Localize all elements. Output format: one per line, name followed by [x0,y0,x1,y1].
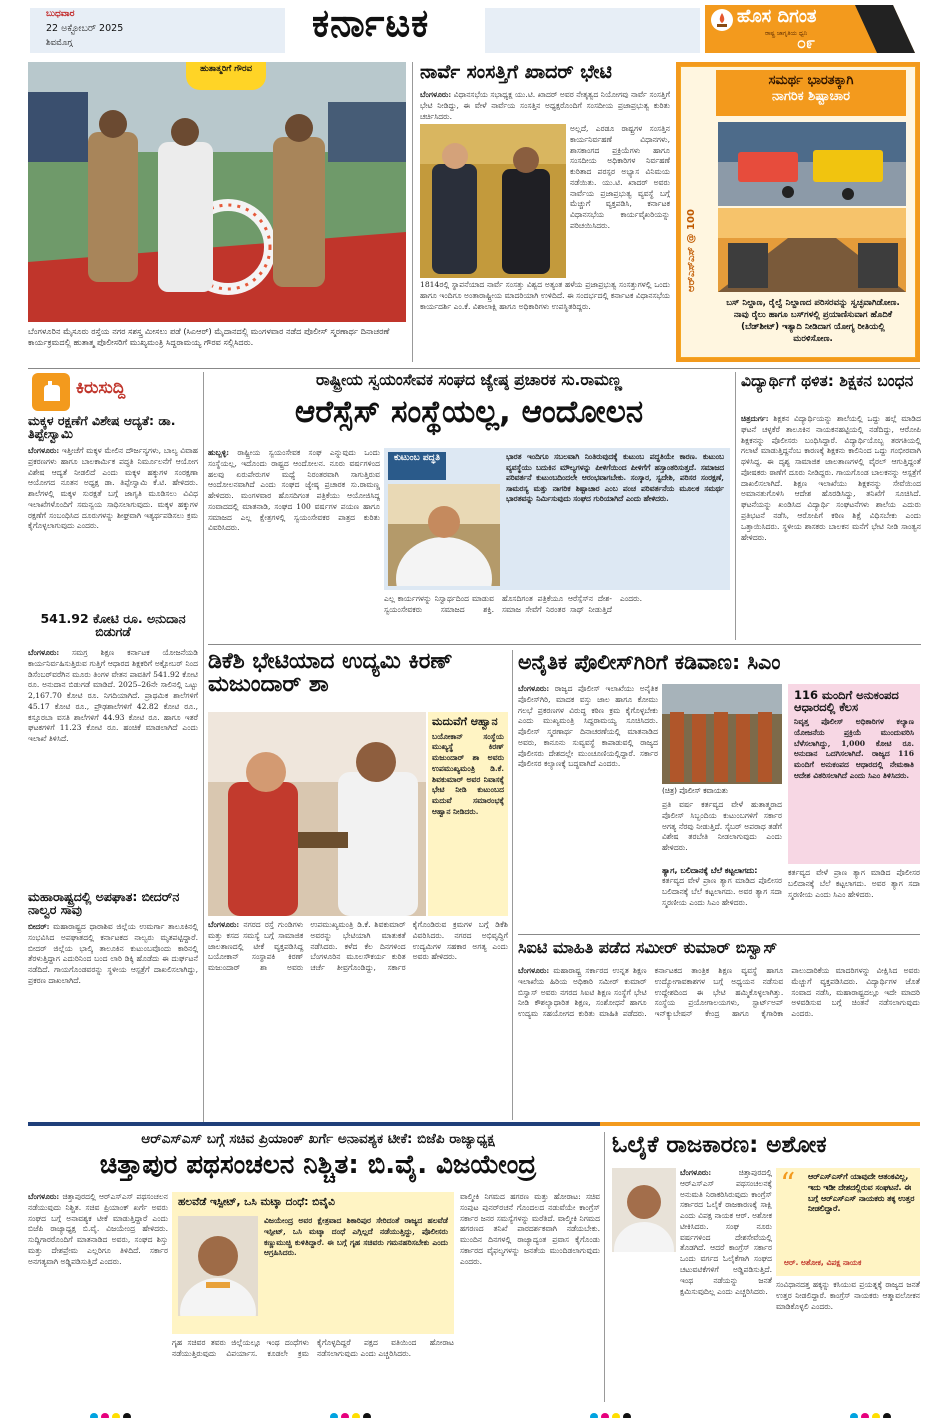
cid-dateline: ಬೆಂಗಳೂರು: [518,966,550,975]
brief1-body [28,446,198,610]
brief3-headline: ಮಹಾರಾಷ್ಟ್ರದಲ್ಲಿ ಅಪಘಾತ: ಬೀದರ್‌ನ ನಾಲ್ವರ ಸಾವು [28,889,180,918]
police-box-head: 116 ಮಂದಿಗೆ ಅನುಕಂಪದ ಆಧಾರದಲ್ಲಿ ಕೆಲಸ [794,688,899,715]
vijayendra-photo [178,1216,258,1316]
ashoka-text: ಚಿತ್ತಾಪುರದಲ್ಲಿ ಆರ್‌ಎಸ್‌ಎಸ್ ಪಥಸಂಚಲನಕ್ಕೆ ಅನುಮತಿ ನಿರಾಕರಿಸಿರುವುದು ಕಾಂಗ್ರೆಸ್ ಸರ್ಕಾರದ ಓಲೈಕೆ ರಾಜಕಾರಣಕ್ಕೆ ಸಾಕ್ಷಿ ಎಂದು ವಿಪಕ್ಷ ನಾಯಕ ಆರ್. ಅಶೋಕ ಟೀಕಿಸಿದರು. ಸಂಘ ನೂರು ವರ್ಷಗಳಿಂದ ದೇಶಸೇವೆಯಲ್ಲಿ ತೊಡಗಿದೆ. ಆದರೆ ಕಾಂಗ್ರೆಸ್ ಸರ್ಕಾರ ಒಂದು ವರ್ಗದ ಓಲೈಕೆಗಾಗಿ ಸಂಘದ ಚಟುವಟಿಕೆಗಳಿಗೆ ಅಡ್ಡಿಪಡಿಸುತ್ತಿದೆ. ಇಂಥ ನಡೆಯನ್ನು ಜನತೆ ಕ್ಷಮಿಸುವುದಿಲ್ಲ ಎಂದು ಎಚ್ಚರಿಸಿದರು. [680,1168,772,1296]
rss-col-a [208,448,380,638]
ramanna-photo [388,484,500,586]
civic-ad [676,62,920,362]
issue-day: ಬುಧವಾರ [46,9,75,19]
masthead-right-band [485,8,700,53]
norway-intro-text: ವಿಧಾನಸಭೆಯ ಸಭಾಧ್ಯಕ್ಷ ಯು.ಟಿ. ಖಾದರ್ ಅವರ ನೇತೃತ್ವದ ನಿಯೋಗವು ನಾರ್ವೆ ಸಂಸತ್ತಿಗೆ ಭೇಟಿ ನೀಡಿದ್ದು, ಈ ವೇಳೆ ನಾರ್ವೆಯ ಸಂಸತ್ತಿನ ಅಧ್ಯಕ್ಷರೊಂದಿಗೆ ಸಂಸದೀಯ ಪ್ರಜಾಪ್ರಭುತ್ವ ಕುರಿತು ಚರ್ಚಿಸಿದರು. [420,90,670,121]
vijayendra-col-c: ವಾಲ್ಮೀಕಿ ನಿಗಮದ ಹಗರಣ ಮತ್ತು ಹೋರಾಟ: ಸಚಿವ ಸಂಪುಟ ಪುನರ್‌ರಚನೆ ಗೊಂದಲದ ನಡುವೆಯೇ ಕಾಂಗ್ರೆಸ್ ಸರ್ಕಾರ ಜನರ ಸಮಸ್ಯೆಗಳನ್ನು ಮರೆತಿದೆ. ವಾಲ್ಮೀಕಿ ನಿಗಮದ ಹಗರಣದ ತನಿಖೆ ಪಾರದರ್ಶಕವಾಗಿ ನಡೆಯಬೇಕು. ಮುಂದಿನ ದಿನಗಳಲ್ಲಿ ರಾಜ್ಯಾದ್ಯಂತ ಪ್ರವಾಸ ಕೈಗೊಂಡು ಸರ್ಕಾರದ ವೈಫಲ್ಯಗಳನ್ನು ಜನತೆಯ ಮುಂದಿಡಲಾಗುವುದು ಎಂದರು. [460,1192,600,1266]
dkshi-headline: ಡಿಕೆಶಿ ಭೇಟಿಯಾದ ಉದ್ಯಮಿ ಕಿರಣ್ ಮಜುಂದಾರ್ ಶಾ [208,649,453,698]
police-sub-body: ಕರ್ತವ್ಯದ ವೇಳೆ ಪ್ರಾಣ ತ್ಯಾಗ ಮಾಡಿದ ಪೊಲೀಸರ ಬಲಿದಾನಕ್ಕೆ ಬೆಲೆ ಕಟ್ಟಲಾಗದು. ಅವರ ತ್ಯಾಗ ಸದಾ ಸ್ಮರಣೀಯ ಎಂದು ಸಿಎಂ ಹೇಳಿದರು. [662,876,782,907]
vijayendra-headline: ಚಿತ್ತಾಪುರ ಪಥಸಂಚಲನ ನಿಶ್ಚಿತ: ಬಿ.ವೈ. ವಿಜಯೇಂದ್ರ [99,1150,537,1180]
vijayendra-col-b: ಗೃಹ ಸಚಿವರ ತವರು ಜಿಲ್ಲೆಯಲ್ಲೂ ಇಂಥ ದಂಧೆಗಳು ನಡೆಯುತ್ತಿರುವುದು ವಿಪರ್ಯಾಸ. ಕೂಡಲೇ ಕ್ರಮ ಕೈಗೊಳ್ಳದಿದ್ದರೆ ಪಕ್ಷದ ವತಿಯಿಂದ ಹೋರಾಟ ನಡೆಸಲಾಗುವುದು ಎಂದು ಎಚ್ಚರಿಸಿದರು. [172,1338,454,1358]
rss-col-a-text: ರಾಷ್ಟ್ರೀಯ ಸ್ವಯಂಸೇವಕ ಸಂಘ ಎನ್ನುವುದು ಒಂದು ಸಂಸ್ಥೆಯಲ್ಲ, ಇದೊಂದು ರಾಷ್ಟ್ರದ ಆಂದೋಲನ. ನೂರು ವರ್ಷಗಳಿಂದ ಹಲವು ಏರುಪೇರುಗಳ ಮಧ್ಯೆ ನಿರಂತರವಾಗಿ ಸಾಗುತ್ತಿರುವ ಆಂದೋಲನವಾಗಿದೆ ಎಂದು ಸಂಘದ ಜ್ಯೇಷ್ಠ ಪ್ರಚಾರಕ ಸು.ರಾಮಣ್ಣ ಹೇಳಿದರು. ಮಂಗಳವಾರ ಹೊಸದಿಗಂತ ಪತ್ರಿಕೆಯು ಆಯೋಜಿಸಿದ್ದ ಸಂವಾದದಲ್ಲಿ ಮಾತನಾಡಿ, ಸಂಘದ 100 ವರ್ಷಗಳ ಪಯಣ ಹಾಗೂ ಸಮಾಜದ ಎಲ್ಲ ಕ್ಷೇತ್ರಗಳಲ್ಲಿ ಸ್ವಯಂಸೇವಕರ ಪಾತ್ರದ ಕುರಿತು ವಿವರಿಸಿದರು. [208,448,380,533]
ashoka-headline: ಓಲೈಕೆ ರಾಜಕಾರಣ: ಅಶೋಕ [612,1132,827,1158]
hand-icon [32,373,70,411]
dkshi-side-title: ಮದುವೆಗೆ ಆಹ್ವಾನ [432,715,498,728]
ad-side-label: ಆರ್‌ಎಸ್‌ಎಸ್ @ 100 [686,209,697,292]
vijayendra-col-a [28,1192,168,1402]
brief2-body [28,648,198,888]
issue-city: ಶಿವಮೊಗ್ಗ [46,38,73,48]
rss-col-b: ಎಲ್ಲ ಕಾರ್ಯಗಳನ್ನು ನಿಸ್ವಾರ್ಥದಿಂದ ಮಾಡುವ ಸ್ವಯಂಸೇವಕರು ಸಮಾಜದ ಶಕ್ತಿ. ಹೊಸದಿಗಂತ ಪತ್ರಿಕೆಯೂ ಆರೆಸ್ಸೆಸ್‌ನ ದೇಶ-ಸಮಾಜ ಸೇವೆಗೆ ನಿರಂತರ ಸಾಥ್ ನೀಡುತ್ತಿದೆ ಎಂದರು. [384,594,642,614]
norway-photo [420,124,566,278]
police-sub-head: ತ್ಯಾಗ, ಬಲಿದಾನಕ್ಕೆ ಬೆಲೆ ಕಟ್ಟಲಾಗದು: [662,866,758,875]
police-parade-photo [662,684,782,784]
police-body-b: ಪ್ರತಿ ವರ್ಷ ಕರ್ತವ್ಯದ ವೇಳೆ ಹುತಾತ್ಮರಾದ ಪೊಲೀಸ್ ಸಿಬ್ಬಂದಿಯ ಕುಟುಂಬಗಳಿಗೆ ಸರ್ಕಾರ ಅಗತ್ಯ ನೆರವು ನೀಡುತ್ತಿದೆ. ಸೈಬರ್ ಅಪರಾಧ ತಡೆಗೆ ವಿಶೇಷ ತರಬೇತಿ ನೀಡಲಾಗುವುದು ಎಂದು ಹೇಳಿದರು. [662,800,782,853]
brief3-text: ಮಹಾರಾಷ್ಟ್ರದ ಧಾರಾಶಿವ ಜಿಲ್ಲೆಯ ಉಮರ್ಗಾ ತಾಲೂಕಿನಲ್ಲಿ ಸಂಭವಿಸಿದ ಅಪಘಾತದಲ್ಲಿ ಕರ್ನಾಟಕದ ನಾಲ್ವರು ಮೃತಪಟ್ಟಿದ್ದಾರೆ. ಬೀದರ್ ಜಿಲ್ಲೆಯ ಭಾಲ್ಕಿ ತಾಲೂಕಿನ ಕುಟುಂಬವೊಂದು ಕಾರಿನಲ್ಲಿ ತೆರಳುತ್ತಿದ್ದಾಗ ಎದುರಿನಿಂದ ಬಂದ ಲಾರಿ ಡಿಕ್ಕಿ ಹೊಡೆದು ಈ ದುರ್ಘಟನೆ ನಡೆದಿದೆ. ಗಾಯಗೊಂಡವರನ್ನು ಸ್ಥಳೀಯ ಆಸ್ಪತ್ರೆಗೆ ದಾಖಲಿಸಲಾಗಿದ್ದು, ಪ್ರಕರಣ ದಾಖಲಾಗಿದೆ. [28,922,198,985]
ashoka-photo [612,1168,676,1252]
paper-tagline: ರಾಷ್ಟ್ರ ಜಾಗೃತಿಯ ಧ್ವನಿ [765,30,808,37]
cid-body [518,966,920,1116]
police-memorial-photo [28,62,406,322]
ashoka-quote: ಆರ್‌ಎಸ್‌ಎಸ್‌ಗೆ ಯಾವುದೇ ಆತಂಕವಿಲ್ಲ, ಇದು ಇಡೀ ದೇಶದಲ್ಲಿರುವ ಸಂಘಟನೆ. ಈ ಬಗ್ಗೆ ಆರ್‌ಎಸ್‌ಎಸ್ ನಾಯಕರು ತಕ್ಕ ಉತ್ತರ ನೀಡಲಿದ್ದಾರೆ. [808,1172,915,1214]
kirusuddi-header [28,372,198,412]
norway-dateline: ಬೆಂಗಳೂರು: [420,90,452,99]
lamp-logo-icon [711,9,733,31]
photo-badge [186,62,266,90]
dkshi-body [208,920,508,1116]
dkshi-text: ನಗರದ ರಸ್ತೆ ಗುಂಡಿಗಳು ಮತ್ತು ಕಸದ ಸಮಸ್ಯೆ ಬಗ್ಗೆ ಸಾಮಾಜಿಕ ಜಾಲತಾಣದಲ್ಲಿ ಟೀಕೆ ವ್ಯಕ್ತಪಡಿಸಿದ್ದ ಬಯೋಕಾನ್ ಸಂಸ್ಥಾಪಕಿ ಕಿರಣ್ ಮಜುಂದಾರ್ ಶಾ ಅವರು ಉಪಮುಖ್ಯಮಂತ್ರಿ ಡಿ.ಕೆ. ಶಿವಕುಮಾರ್ ಅವರನ್ನು ಭೇಟಿಯಾಗಿ ಮಾತುಕತೆ ನಡೆಸಿದರು. ಕಳೆದ ಕೆಲ ದಿನಗಳಿಂದ ಬೆಂಗಳೂರಿನ ಮೂಲಸೌಕರ್ಯ ಕುರಿತ ಚರ್ಚೆ ತೀವ್ರಗೊಂಡಿದ್ದು, ಸರ್ಕಾರ ಕೈಗೊಂಡಿರುವ ಕ್ರಮಗಳ ಬಗ್ಗೆ ಡಿಕೆಶಿ ವಿವರಿಸಿದರು. ನಗರದ ಅಭಿವೃದ್ಧಿಗೆ ಉದ್ಯಮಿಗಳ ಸಹಕಾರ ಅಗತ್ಯ ಎಂದು ಅವರು ಹೇಳಿದರು. [208,920,508,973]
brief2-text: ಸಮಗ್ರ ಶಿಕ್ಷಣ ಕರ್ನಾಟಕ ಯೋಜನೆಯಡಿ ಕಾರ್ಯನಿರ್ವಹಿಸುತ್ತಿರುವ ಗುತ್ತಿಗೆ ಆಧಾರದ ಶಿಕ್ಷಕರಿಗೆ ಅಕ್ಟೋಬರ್ ನಿಂದ ಡಿಸೆಂಬರ್‌ವರೆಗಿನ ಮೂರು ತಿಂಗಳ ವೇತನ ಪಾವತಿಗೆ 541.92 ಕೋಟಿ ರೂ. ಅನುದಾನ ಬಿಡುಗಡೆ ಮಾಡಿದೆ. 2025–26ನೇ ಸಾಲಿನಲ್ಲಿ ಒಟ್ಟು 2,167.70 ಕೋಟಿ ರೂ. ನಿಗದಿಯಾಗಿದೆ. ಪ್ರಾಥಮಿಕ ಶಾಲೆಗಳಿಗೆ 45.17 ಕೋಟಿ ರೂ., ಪ್ರೌಢಶಾಲೆಗಳಿಗೆ 42.82 ಕೋಟಿ ರೂ., ಕಸ್ತೂರಬಾ ವಸತಿ ಶಾಲೆಗಳಿಗೆ 44.93 ಕೋಟಿ ರೂ. ಹಾಗೂ ಇತರೆ ಘಟಕಗಳಿಗೆ 11.23 ಕೋಟಿ ರೂ. ಹಂಚಿಕೆ ಮಾಡಲಾಗಿದೆ ಎಂದು ಇಲಾಖೆ ತಿಳಿಸಿದೆ. [28,648,198,744]
vijayendra-box [172,1192,454,1334]
paper-logo [705,5,915,53]
ashoka-body [680,1168,772,1402]
norway-col-b: 1814ರಲ್ಲಿ ಸ್ಥಾಪನೆಯಾದ ನಾರ್ವೆ ಸಂಸತ್ತು ವಿಶ್ವದ ಅತ್ಯಂತ ಹಳೆಯ ಪ್ರಜಾಪ್ರಭುತ್ವ ಸಂಸತ್ತುಗಳಲ್ಲಿ ಒಂದು ಹಾಗೂ ಇಂದಿಗೂ ಅಂತಾರಾಷ್ಟ್ರೀಯ ಮಾದರಿಯಾಗಿ ಉಳಿದಿದೆ. ಈ ಸಂದರ್ಭದಲ್ಲಿ ಕರ್ನಾಟಕ ವಿಧಾನಸಭೆಯ ಕಾರ್ಯದರ್ಶಿ ಎಂ.ಕೆ. ವಿಶಾಲಾಕ್ಷಿ ಹಾಗೂ ಅಧಿಕಾರಿಗಳು ಉಪಸ್ಥಿತರಿದ್ದರು. [420,280,670,311]
rss-box-label: ಕುಟುಂಬ ಪದ್ಧತಿ [388,452,446,480]
ashoka-quote-box [776,1168,920,1276]
quote-icon: “ [780,1167,796,1202]
brief1-text: ಇತ್ತೀಚೆಗೆ ಮಕ್ಕಳ ಮೇಲಿನ ದೌರ್ಜನ್ಯಗಳು, ಬಾಲ್ಯ ವಿವಾಹ ಪ್ರಕರಣಗಳು ಹಾಗೂ ಬಾಲಕಾರ್ಮಿಕ ಪದ್ಧತಿ ನಿರ್ಮೂಲನೆಗೆ ಆಯೋಗ ವಿಶೇಷ ಆದ್ಯತೆ ನೀಡಲಿದೆ ಎಂದು ಮಕ್ಕಳ ಹಕ್ಕುಗಳ ಸಂರಕ್ಷಣಾ ಆಯೋಗದ ನೂತನ ಅಧ್ಯಕ್ಷ ಡಾ. ತಿಪ್ಪೇಸ್ವಾಮಿ ಕೆ.ಟಿ. ಹೇಳಿದರು. ಶಾಲೆಗಳಲ್ಲಿ ಮಕ್ಕಳ ಸುರಕ್ಷತೆ ಬಗ್ಗೆ ಜಾಗೃತಿ ಮೂಡಿಸಲು ವಿವಿಧ ಇಲಾಖೆಗಳೊಂದಿಗೆ ಸಮನ್ವಯ ಸಾಧಿಸಲಾಗುವುದು. ಮಕ್ಕಳ ಹಕ್ಕುಗಳ ರಕ್ಷಣೆಗೆ ಸಂಬಂಧಿಸಿದ ದೂರುಗಳನ್ನು ಶೀಘ್ರವಾಗಿ ಇತ್ಯರ್ಥಪಡಿಸಲು ಕ್ರಮ ಕೈಗೊಳ್ಳಲಾಗುವುದು ಎಂದರು. [28,446,198,531]
print-registration-right [850,1406,894,1418]
section-title: ಕರ್ನಾಟಕ [312,1,430,45]
police-box-body: ನಿವೃತ್ತ ಪೊಲೀಸ್ ಅಧಿಕಾರಿಗಳ ಕಲ್ಯಾಣ ಯೋಜನೆಯ ಪ್ರಕ್ರಿಯೆ ಮುಂದುವರಿಸಿ ಬೆಳೆಸಲಾಗಿದ್ದು, 1,000 ಕೋಟಿ ರೂ. ಅನುದಾನ ಒದಗಿಸಲಾಗಿದೆ. ರಾಜ್ಯದ 116 ಮಂದಿಗೆ ಅನುಕಂಪದ ಆಧಾರದಲ್ಲಿ ನೇಮಕಾತಿ ಆದೇಶ ವಿತರಿಸಲಾಗಿದೆ ಎಂದು ಸಿಎಂ ತಿಳಿಸಿದರು. [794,717,914,781]
vidyarthi-body [741,414,921,640]
police-headline: ಅನೈತಿಕ ಪೊಲೀಸ್‌ಗಿರಿಗೆ ಕಡಿವಾಣ: ಸಿಎಂ [518,650,781,674]
print-registration-center [330,1406,374,1418]
rss-family-box [384,448,730,590]
dkshi-side-box [428,712,508,916]
norway-col-a: ಅಲ್ಲದೆ, ಎರಡೂ ರಾಷ್ಟ್ರಗಳ ಸಂಸತ್ತಿನ ಕಾರ್ಯನಿರ್ವಹಣೆ ವಿಧಾನಗಳು, ಶಾಸಕಾಂಗದ ಪ್ರಕ್ರಿಯೆಗಳು ಹಾಗೂ ಸಂಸದೀಯ ಅಧಿಕಾರಿಗಳ ನಿರ್ವಹಣೆ ಕುರಿತಾದ ಪರಸ್ಪರ ಅಭ್ಯಾಸ ವಿನಿಮಯ ನಡೆಯಿತು. ಯು.ಟಿ. ಖಾದರ್ ಅವರು ನಾರ್ವೆಯ ಪ್ರಜಾಪ್ರಭುತ್ವ ವ್ಯವಸ್ಥೆ ಬಗ್ಗೆ ಮೆಚ್ಚುಗೆ ವ್ಯಕ್ತಪಡಿಸಿ, ಕರ್ನಾಟಕ ವಿಧಾನಸಭೆಯ ಕಾರ್ಯವೈಖರಿಯನ್ನು ಪರಿಚಯಿಸಿದರು. [570,124,670,231]
police-body-a-text: ರಾಜ್ಯದ ಪೊಲೀಸ್ ಇಲಾಖೆಯು ಅನೈತಿಕ ಪೊಲೀಸ್‌ಗಿರಿ, ಮಾದಕ ವಸ್ತು ಜಾಲ ಹಾಗೂ ಕೋಮು ಗಲಭೆ ಪ್ರಕರಣಗಳ ವಿರುದ್ಧ ಕಠಿಣ ಕ್ರಮ ಕೈಗೊಳ್ಳಬೇಕು ಎಂದು ಮುಖ್ಯಮಂತ್ರಿ ಸಿದ್ದರಾಮಯ್ಯ ಸೂಚಿಸಿದರು. ಪೊಲೀಸ್ ಸ್ಮರಣಾರ್ಥ ದಿನಾಚರಣೆಯಲ್ಲಿ ಮಾತನಾಡಿದ ಅವರು, ಕಾನೂನು ಸುವ್ಯವಸ್ಥೆ ಕಾಪಾಡುವಲ್ಲಿ ರಾಜ್ಯದ ಪೊಲೀಸರು ದೇಶದಲ್ಲೇ ಮುಂಚೂಣಿಯಲ್ಲಿದ್ದಾರೆ. ಸರ್ಕಾರ ಪೊಲೀಸರ ಕಲ್ಯಾಣಕ್ಕೆ ಬದ್ಧವಾಗಿದೆ ಎಂದರು. [518,684,658,769]
masthead [0,0,945,58]
brief2-headline: 541.92 ಕೋಟಿ ರೂ. ಅನುದಾನ ಬಿಡುಗಡೆ [40,611,186,640]
ad-title: ಸಮರ್ಥ ಭಾರತಕ್ಕಾಗಿ [768,73,854,88]
dkshi-dateline: ಬೆಂಗಳೂರು: [208,920,240,929]
police-body-a [518,684,658,930]
ashoka-quote-by: ಆರ್. ಅಶೋಕ, ವಿಪಕ್ಷ ನಾಯಕ [784,1258,862,1267]
cid-headline: ಸಿಐಟಿ ಮಾಹಿತಿ ಪಡೆದ ಸಮೀರ್ ಕುಮಾರ್ ಬಿಸ್ವಾಸ್ [518,938,778,957]
page-number: ೦೯ [797,33,815,52]
paper-name: ಹೊಸ ದಿಗಂತ [737,6,817,27]
police-sub-section [662,866,782,930]
brief1-headline: ಮಕ್ಕಳ ರಕ್ಷಣೆಗೆ ವಿಶೇಷ ಆದ್ಯತೆ: ಡಾ. ತಿಪ್ಪೇಸ್ವಾಮಿ [28,413,176,442]
dkshi-photo [208,712,426,916]
police-compassion-box [788,684,920,864]
ashoka-dateline: ಬೆಂಗಳೂರು: [680,1168,712,1177]
police-filler: ಕರ್ತವ್ಯದ ವೇಳೆ ಪ್ರಾಣ ತ್ಯಾಗ ಮಾಡಿದ ಪೊಲೀಸರ ಬಲಿದಾನಕ್ಕೆ ಬೆಲೆ ಕಟ್ಟಲಾಗದು. ಅವರ ತ್ಯಾಗ ಸದಾ ಸ್ಮರಣೀಯ ಎಂದು ಸಿಎಂ ಹೇಳಿದರು. [788,868,920,899]
brief2-dateline: ಬೆಂಗಳೂರು: [28,648,60,657]
brief3-body [28,922,198,1124]
police-dateline: ಬೆಂಗಳೂರು: [518,684,550,693]
vidyarthi-text: ಶಿಕ್ಷಕನ ವಿದ್ಯಾರ್ಥಿಯನ್ನು ಶಾಲೆಯಲ್ಲಿ ಒದ್ದು ಹಲ್ಲೆ ಮಾಡಿದ ಘಟನೆ ಚಳ್ಳಕೆರೆ ತಾಲೂಕಿನ ನಾಯಕನಹಟ್ಟಿಯಲ್ಲಿ ನಡೆದಿದ್ದು, ಆರೋಪಿ ಶಿಕ್ಷಕನನ್ನು ಪೊಲೀಸರು ಬಂಧಿಸಿದ್ದಾರೆ. ವಿದ್ಯಾರ್ಥಿಯೊಬ್ಬ ತರಗತಿಯಲ್ಲಿ ಗಲಾಟೆ ಮಾಡುತ್ತಿದ್ದನೆಂಬ ಕಾರಣಕ್ಕೆ ಶಿಕ್ಷಕನು ಕಾಲಿನಿಂದ ಒದ್ದು ಗಂಭೀರವಾಗಿ ಥಳಿಸಿದ್ದ. ಈ ದೃಶ್ಯ ಸಾಮಾಜಿಕ ಜಾಲತಾಣಗಳಲ್ಲಿ ವೈರಲ್ ಆಗುತ್ತಿದ್ದಂತೆ ಪೋಷಕರು ಠಾಣೆಗೆ ದೂರು ನೀಡಿದ್ದರು. ಗಾಯಗೊಂಡ ಬಾಲಕನನ್ನು ಆಸ್ಪತ್ರೆಗೆ ದಾಖಲಿಸಲಾಗಿದೆ. ಶಿಕ್ಷಣ ಇಲಾಖೆಯು ಶಿಕ್ಷಕನನ್ನು ಸೇವೆಯಿಂದ ಅಮಾನತುಗೊಳಿಸಿ ಆದೇಶ ಹೊರಡಿಸಿದ್ದು, ತನಿಖೆಗೆ ಸೂಚಿಸಿದೆ. ಘಟನೆಯನ್ನು ಖಂಡಿಸಿದ ವಿದ್ಯಾರ್ಥಿ ಸಂಘಟನೆಗಳು ಶಾಲೆಯ ಎದುರು ಪ್ರತಿಭಟನೆ ನಡೆಸಿ, ಆರೋಪಿಗೆ ಕಠಿಣ ಶಿಕ್ಷೆ ವಿಧಿಸಬೇಕು ಎಂದು ಒತ್ತಾಯಿಸಿದರು. ಸ್ಥಳೀಯ ಶಾಸಕರು ಬಾಲಕನ ಮನೆಗೆ ಭೇಟಿ ನೀಡಿ ಸಾಂತ್ವನ ಹೇಳಿದರು. [741,414,921,542]
vijayendra-box-body: ವಿಜಯೇಂದ್ರ ಅವರ ಕ್ಷೇತ್ರವಾದ ಶಿಕಾರಿಪುರ ಸೇರಿದಂತೆ ರಾಜ್ಯದ ಹಲವೆಡೆ ಇಸ್ಪೀಟ್, ಒಸಿ ಮಟ್ಕಾ ದಂಧೆ ಎಗ್ಗಿಲ್ಲದೆ ನಡೆಯುತ್ತಿದ್ದು, ಪೊಲೀಸರು ಕಣ್ಣುಮುಚ್ಚಿ ಕುಳಿತಿದ್ದಾರೆ. ಈ ಬಗ್ಗೆ ಗೃಹ ಸಚಿವರು ಗಮನಹರಿಸಬೇಕು ಎಂದು ಆಗ್ರಹಿಸಿದರು. [264,1216,448,1258]
photo-badge-text: ಹುತಾತ್ಮರಿಗೆ ಗೌರವ [200,64,252,74]
ashoka-body-b: ಸಂವಿಧಾನದತ್ತ ಹಕ್ಕನ್ನು ಕಸಿಯುವ ಪ್ರಯತ್ನಕ್ಕೆ ರಾಜ್ಯದ ಜನತೆ ಉತ್ತರ ನೀಡಲಿದ್ದಾರೆ. ಕಾಂಗ್ರೆಸ್ ನಾಯಕರು ಆತ್ಮಾವಲೋಕನ ಮಾಡಿಕೊಳ್ಳಲಿ ಎಂದರು. [776,1280,920,1311]
brief3-dateline: ಬೀದರ್: [28,922,50,931]
dkshi-side-text: ಬಯೋಕಾನ್ ಸಂಸ್ಥೆಯ ಮುಖ್ಯಸ್ಥೆ ಕಿರಣ್ ಮಜುಂದಾರ್ ಶಾ ಅವರು ಉಪಮುಖ್ಯಮಂತ್ರಿ ಡಿ.ಕೆ. ಶಿವಕುಮಾರ್ ಅವರ ನಿವಾಸಕ್ಕೆ ಭೇಟಿ ನೀಡಿ ಕುಟುಂಬದ ಮದುವೆ ಸಮಾರಂಭಕ್ಕೆ ಆಹ್ವಾನ ನೀಡಿದರು. [432,731,504,817]
cid-text: ಮಹಾರಾಷ್ಟ್ರ ಸರ್ಕಾರದ ಉನ್ನತ ಶಿಕ್ಷಣ ಇಲಾಖೆಯ ಹಿರಿಯ ಅಧಿಕಾರಿ ಸಮೀರ್ ಕುಮಾರ್ ಬಿಸ್ವಾಸ್ ಅವರು ನಗರದ ಸಿಐಟಿ ಶಿಕ್ಷಣ ಸಂಸ್ಥೆಗೆ ಭೇಟಿ ನೀಡಿ ಕೌಶಲ್ಯಾಧಾರಿತ ಶಿಕ್ಷಣ, ಸಂಶೋಧನೆ ಹಾಗೂ ಉದ್ಯಮ ಸಹಯೋಗದ ಕುರಿತು ಮಾಹಿತಿ ಪಡೆದರು. ಕರ್ನಾಟಕದ ತಾಂತ್ರಿಕ ಶಿಕ್ಷಣ ವ್ಯವಸ್ಥೆ ಹಾಗೂ ಉದ್ಯೋಗಾವಕಾಶಗಳ ಬಗ್ಗೆ ಅಧ್ಯಯನ ನಡೆಸುವ ಉದ್ದೇಶದಿಂದ ಈ ಭೇಟಿ ಹಮ್ಮಿಕೊಳ್ಳಲಾಗಿತ್ತು. ಸಂಸ್ಥೆಯ ಪ್ರಯೋಗಾಲಯಗಳು, ಸ್ಟಾರ್ಟ್‌ಅಪ್ ಇನ್‌ಕ್ಯುಬೇಷನ್ ಕೇಂದ್ರ ಹಾಗೂ ಕೈಗಾರಿಕಾ ಪಾಲುದಾರಿಕೆಯ ಮಾದರಿಗಳನ್ನು ವೀಕ್ಷಿಸಿದ ಅವರು ಮೆಚ್ಚುಗೆ ವ್ಯಕ್ತಪಡಿಸಿದರು. ವಿದ್ಯಾರ್ಥಿಗಳ ಜೊತೆ ಸಂವಾದ ನಡೆಸಿ, ಮಹಾರಾಷ್ಟ್ರದಲ್ಲೂ ಇದೇ ಮಾದರಿ ಅಳವಡಿಸುವ ಬಗ್ಗೆ ಚಿಂತನೆ ನಡೆಸಲಾಗುವುದು ಎಂದರು. [518,966,920,1019]
norway-headline: ನಾರ್ವೆ ಸಂಸತ್ತಿಗೆ ಖಾದರ್ ಭೇಟಿ [420,61,612,83]
rss-headline: ಆರೆಸ್ಸೆಸ್ ಸಂಸ್ಥೆಯಲ್ಲ, ಆಂದೋಲನ [294,394,644,430]
ad-subtitle: ನಾಗರಿಕ ಶಿಷ್ಟಾಚಾರ [772,88,850,104]
print-registration-left [90,1406,134,1418]
norway-intro [420,90,670,122]
vijayendra-kicker: ಆರ್‌ಎಸ್‌ಎಸ್ ಬಗ್ಗೆ ಸಚಿವ ಪ್ರಿಯಾಂಕ್ ಖರ್ಗೆ ಅನಾವಶ್ಯಕ ಟೀಕೆ: ಬಿಜೆಪಿ ರಾಜ್ಯಾಧ್ಯಕ್ಷ [141,1131,495,1147]
vidyarthi-dateline: ಚಿತ್ರದುರ್ಗ: [741,414,769,423]
rss-dateline: ಹುಬ್ಬಳ್ಳಿ: [208,448,230,457]
vijayendra-box-head: ಹಲವೆಡೆ ಇಸ್ಪೀಟ್, ಒಸಿ ಮಟ್ಕಾ ದಂಧೆ: ಬಿವೈವಿ [178,1196,335,1208]
kirusuddi-label: ಕಿರುಸುದ್ದಿ [76,378,126,398]
ad-bus-photo [718,122,906,206]
ad-body: ಬಸ್ ನಿಲ್ದಾಣ, ರೈಲ್ವೆ ನಿಲ್ದಾಣದ ಪರಿಸರವನ್ನು ಸ್ವಚ್ಛವಾಗಿಡೋಣ. ನಾವು ರೈಲು ಹಾಗೂ ಬಸ್‌ಗಳಲ್ಲಿ ಪ್ರಯಾಣಿಸುವಾಗ ಹೊದಿಕೆ (ಬೆಡ್‌ಶೀಟ್) ಇತ್ಯಾದಿ ನೀಡಿದಾಗ ಯೋಗ್ಯ ರೀತಿಯಲ್ಲಿ ಮರಳಿಸೋಣ. [726,298,900,344]
bottom-separator-accent [600,1122,920,1126]
ad-title-banner [716,70,906,116]
vijayendra-col-a-text: ಚಿತ್ತಾಪುರದಲ್ಲಿ ಆರ್‌ಎಸ್‌ಎಸ್ ಪಥಸಂಚಲನ ನಡೆಯುವುದು ನಿಶ್ಚಿತ. ಸಚಿವ ಪ್ರಿಯಾಂಕ್ ಖರ್ಗೆ ಅವರು ಸಂಘದ ಬಗ್ಗೆ ಅನಾವಶ್ಯಕ ಟೀಕೆ ಮಾಡುತ್ತಿದ್ದಾರೆ ಎಂದು ಬಿಜೆಪಿ ರಾಜ್ಯಾಧ್ಯಕ್ಷ ಬಿ.ವೈ. ವಿಜಯೇಂದ್ರ ಹೇಳಿದರು. ಸುದ್ದಿಗಾರರೊಂದಿಗೆ ಮಾತನಾಡಿದ ಅವರು, ಸಂಘದ ಶಿಸ್ತು ಮತ್ತು ದೇಶಪ್ರೇಮ ಎಲ್ಲರಿಗೂ ತಿಳಿದಿದೆ. ಸರ್ಕಾರ ಅನಗತ್ಯವಾಗಿ ಅಡ್ಡಿಪಡಿಸುತ್ತಿದೆ ಎಂದರು. [28,1192,168,1266]
vidyarthi-headline: ವಿದ್ಯಾರ್ಥಿಗೆ ಥಳಿತ: ಶಿಕ್ಷಕನ ಬಂಧನ [741,372,914,390]
print-registration-mid [590,1406,634,1418]
rss-kicker: ರಾಷ್ಟ್ರೀಯ ಸ್ವಯಂಸೇವಕ ಸಂಘದ ಜ್ಯೇಷ್ಠ ಪ್ರಚಾರಕ ಸು.ರಾಮಣ್ಣ [316,371,622,389]
police-photo-caption: (ಚಿತ್ರ) ಪೊಲೀಸ್ ಕವಾಯತು [662,786,728,795]
rss-box-text: ಭಾರತ ಇಂದಿಗೂ ಸಬಲವಾಗಿ ನಿಂತಿರುವುದಕ್ಕೆ ಕುಟುಂಬ ಪದ್ಧತಿಯೇ ಕಾರಣ. ಕುಟುಂಬ ವ್ಯವಸ್ಥೆಯು ಬದುಕಿನ ಮೌಲ್ಯಗಳನ್ನು ಪೀಳಿಗೆಯಿಂದ ಪೀಳಿಗೆಗೆ ಹಸ್ತಾಂತರಿಸುತ್ತದೆ. ಸಮಾಜದ ಪರಿವರ್ತನೆ ಕುಟುಂಬದಿಂದಲೇ ಆರಂಭವಾಗಬೇಕು. ಸಂಸ್ಕಾರ, ಸ್ವದೇಶಿ, ಪರಿಸರ ಸಂರಕ್ಷಣೆ, ಸಾಮರಸ್ಯ ಮತ್ತು ನಾಗರಿಕ ಶಿಷ್ಟಾಚಾರ ಎಂಬ ಪಂಚ ಪರಿವರ್ತನೆಯ ಮೂಲಕ ಸಮರ್ಥ ಭಾರತವನ್ನು ನಿರ್ಮಿಸುವುದು ಸಂಘದ ಗುರಿಯಾಗಿದೆ ಎಂದು ಹೇಳಿದರು. [506,452,724,504]
vijayendra-dateline: ಬೆಂಗಳೂರು: [28,1192,60,1201]
issue-date: 22 ಅಕ್ಟೋಬರ್ 2025 [46,23,124,34]
photo-caption: ಬೆಂಗಳೂರಿನ ಮೈಸೂರು ರಸ್ತೆಯ ನಗರ ಸಶಸ್ತ್ರ ಮೀಸಲು ಪಡೆ (ಸಿಎಆರ್) ಮೈದಾನದಲ್ಲಿ ಮಂಗಳವಾರ ನಡೆದ ಪೊಲೀಸ್ ಸ್ಮರಣಾರ್ಥ ದಿನಾಚರಣೆ ಕಾರ್ಯಕ್ರಮದಲ್ಲಿ ಹುತಾತ್ಮ ಪೊಲೀಸರಿಗೆ ಮುಖ್ಯಮಂತ್ರಿ ಸಿದ್ದರಾಮಯ್ಯ ಗೌರವ ಸಲ್ಲಿಸಿದರು. [28,326,390,348]
brief1-dateline: ಬೆಂಗಳೂರು: [28,446,60,455]
ad-train-photo [718,208,906,292]
